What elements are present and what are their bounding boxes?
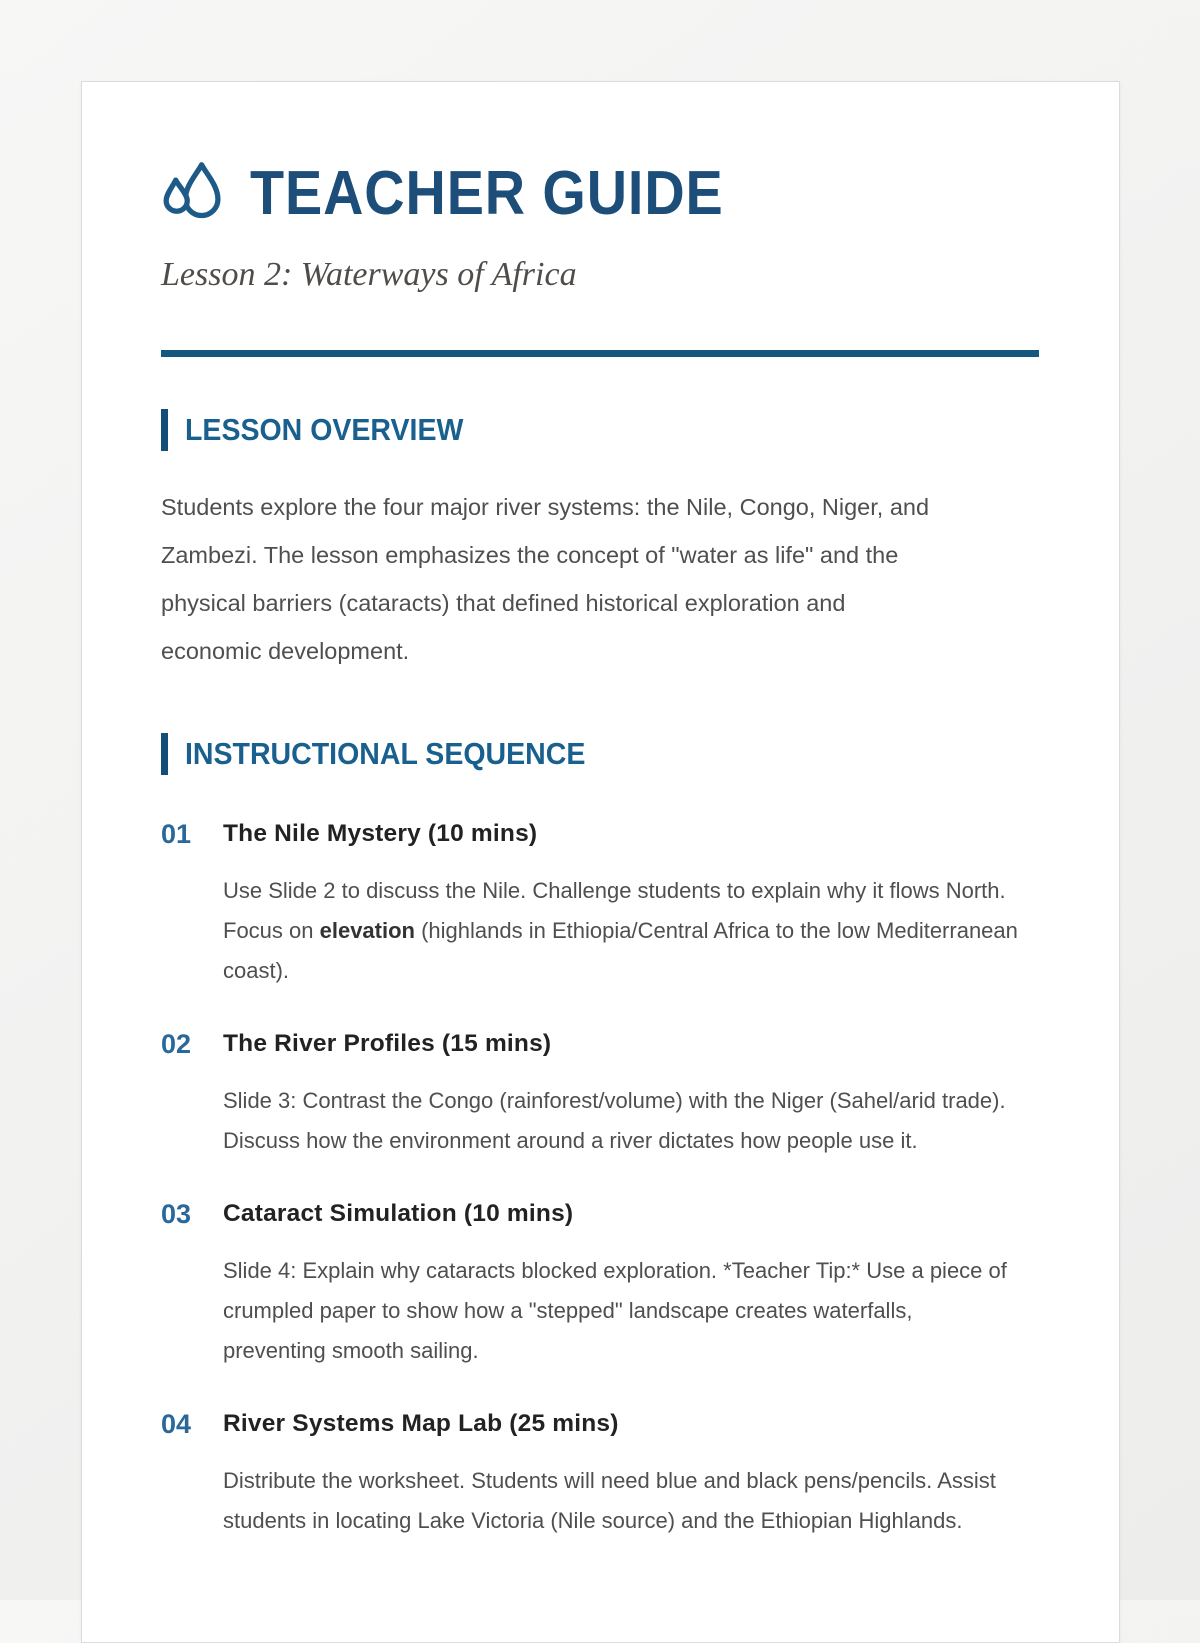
step-description [223, 871, 1018, 991]
water-drops-icon [161, 159, 225, 228]
step-content [223, 1027, 1039, 1161]
overview-text: Students explore the four major river systems: the Nile, Congo, Niger, and Zambezi. The lesson emphasizes the concept of "water as life" and the physical barriers (cataracts) that defined historical exploration and economic development. [161, 493, 930, 664]
step-text-bold: elevation [319, 917, 415, 943]
step-text: (highlands in Ethiopia/Central Africa to the low Mediterranean coast). [223, 917, 1018, 983]
step-text: Use Slide 2 to discuss the Nile. Challenge students to explain why it flows North. Focus on [223, 877, 1006, 943]
step-description [223, 1461, 1018, 1541]
section-lesson-overview [161, 409, 1039, 675]
lesson-subtitle: Lesson 2: Waterways of Africa [161, 256, 577, 293]
sequence-heading: INSTRUCTIONAL SEQUENCE [161, 733, 1039, 775]
step-title: The Nile Mystery (10 mins) [223, 819, 538, 847]
step-text: Slide 3: Contrast the Congo (rainforest/volume) with the Niger (Sahel/arid trade). Discuss how the environment around a river dictates how people use it. [223, 1087, 1006, 1153]
step-title: Cataract Simulation (10 mins) [223, 1199, 574, 1227]
step-list [161, 817, 1039, 1541]
step-item-1 [161, 817, 1039, 991]
document-page [81, 81, 1120, 1643]
step-title: The River Profiles (15 mins) [223, 1029, 552, 1057]
page-title: TEACHER GUIDE [250, 158, 724, 228]
step-content [223, 1407, 1039, 1541]
step-title: River Systems Map Lab (25 mins) [223, 1409, 619, 1437]
overview-heading: LESSON OVERVIEW [161, 409, 1039, 451]
step-description [223, 1251, 1018, 1371]
step-description [223, 1081, 1018, 1161]
step-number: 03 [161, 1198, 192, 1229]
step-item-3 [161, 1197, 1039, 1371]
step-number: 02 [161, 1028, 192, 1059]
step-item-2 [161, 1027, 1039, 1161]
step-item-4 [161, 1407, 1039, 1541]
step-content [223, 817, 1039, 991]
document-header [161, 159, 1039, 357]
section-instructional-sequence [161, 733, 1039, 1541]
header-divider [161, 350, 1039, 357]
step-text: Slide 4: Explain why cataracts blocked exploration. *Teacher Tip:* Use a piece of crumpled paper to show how a "stepped" landscape creates waterfalls, preventing smooth sailing. [223, 1257, 1007, 1363]
step-number: 04 [161, 1408, 192, 1439]
title-row [161, 159, 1039, 228]
step-content [223, 1197, 1039, 1371]
step-text: Distribute the worksheet. Students will need blue and black pens/pencils. Assist students in locating Lake Victoria (Nile source) and the Ethiopian Highlands. [223, 1467, 996, 1533]
step-number: 01 [161, 818, 192, 849]
